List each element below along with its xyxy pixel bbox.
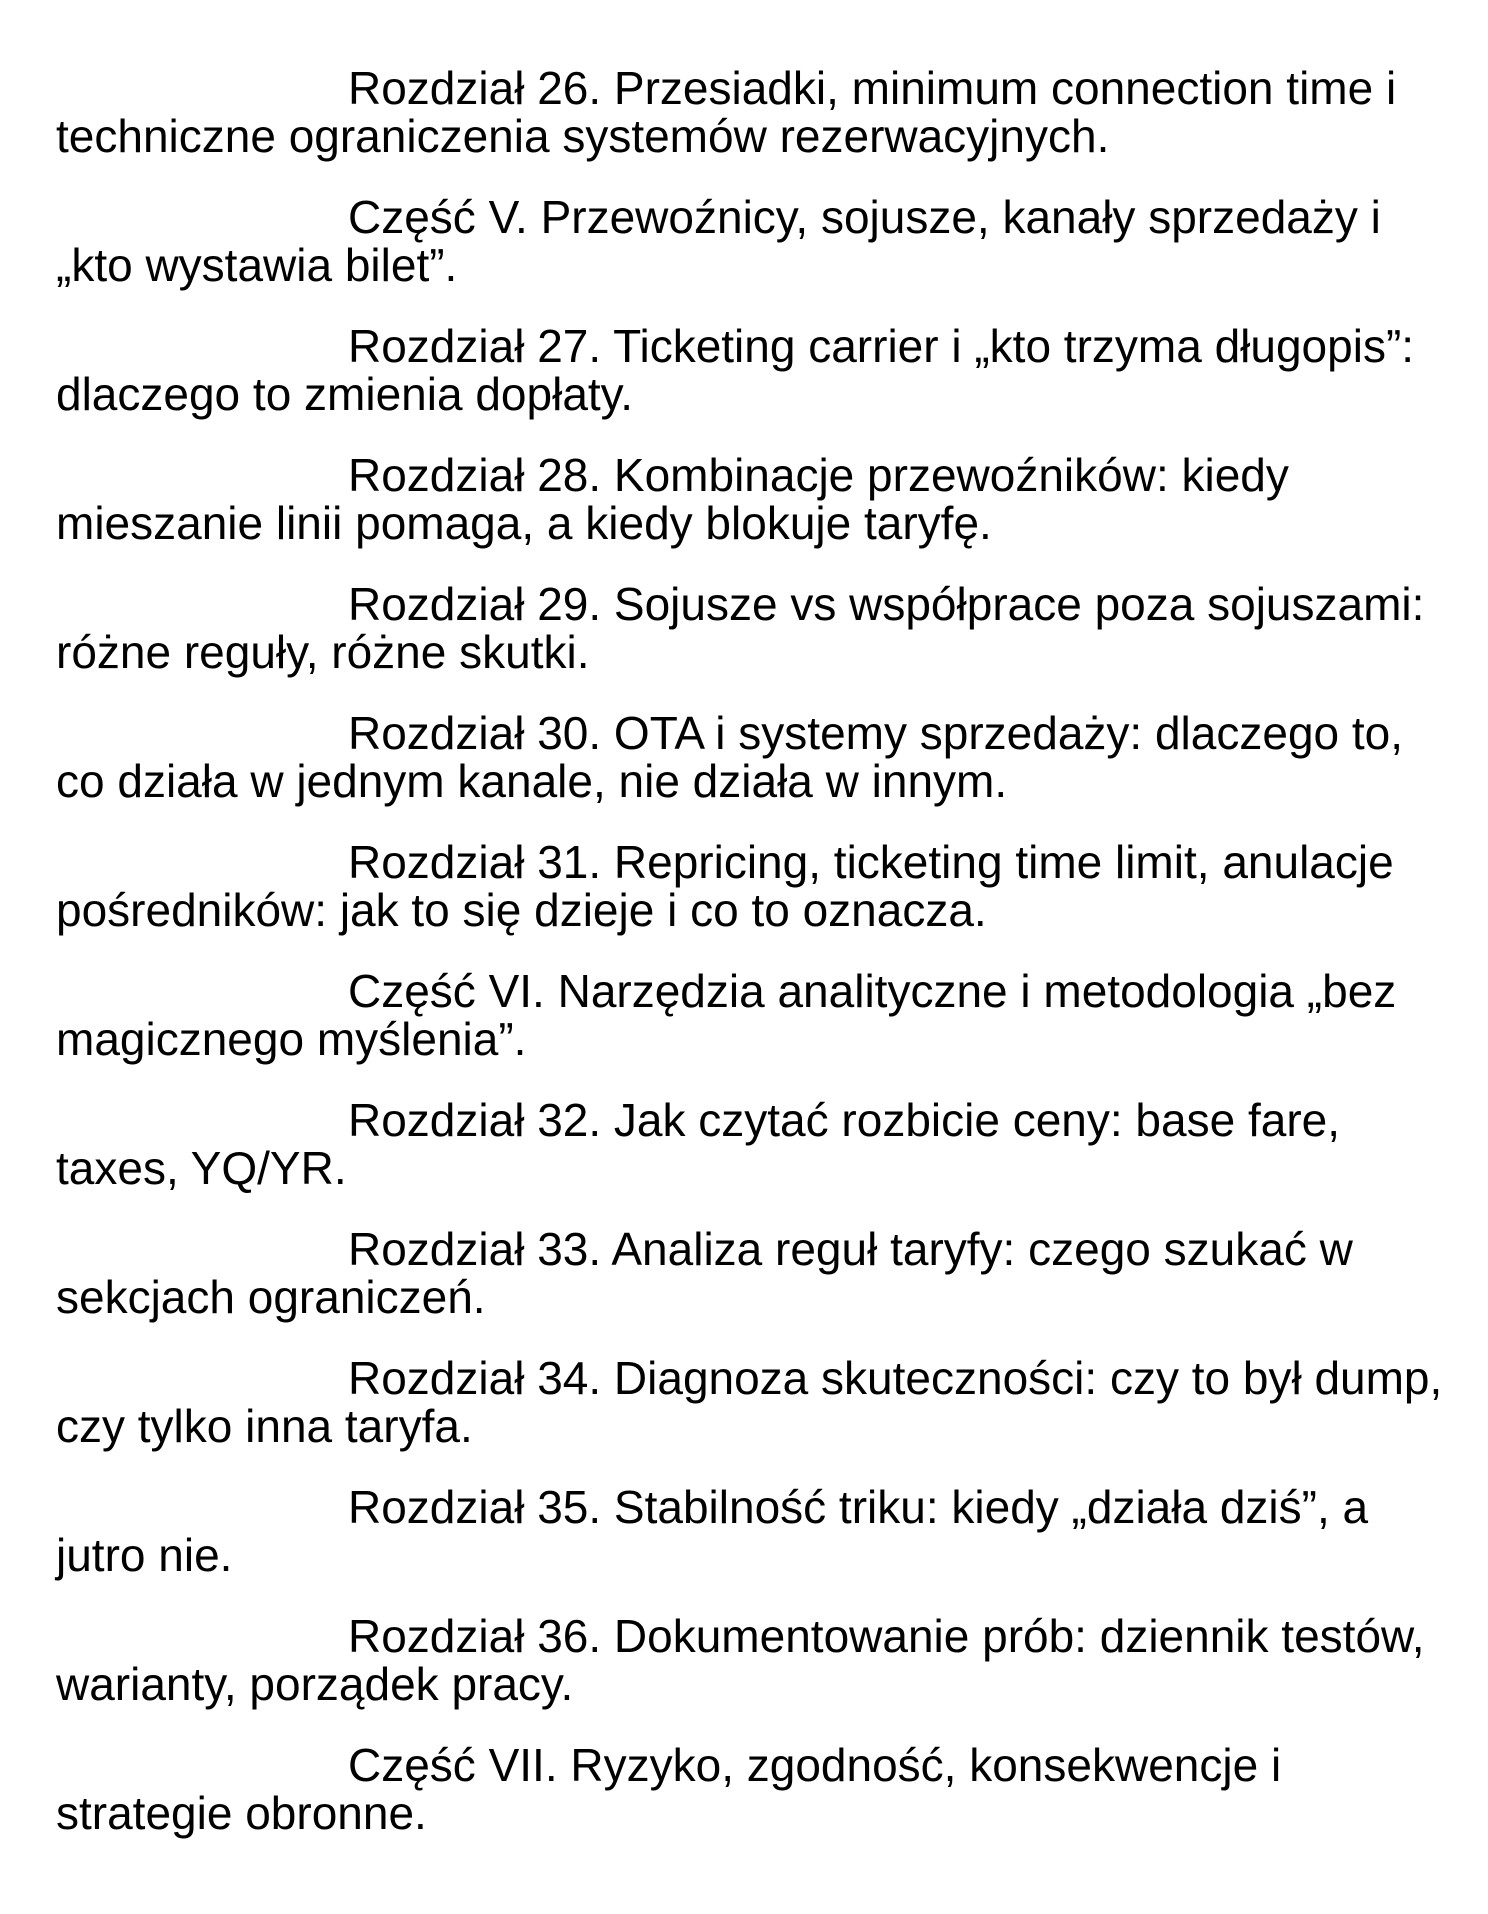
toc-entry: Część V. Przewoźnicy, sojusze, kanały sprzedaży i „kto wystawia bilet”.: [56, 191, 1381, 291]
toc-entry: Rozdział 30. OTA i systemy sprzedaży: dlaczego to, co działa w jednym kanale, nie działa w innym.: [56, 707, 1404, 807]
toc-entry: Rozdział 28. Kombinacje przewoźników: kiedy mieszanie linii pomaga, a kiedy blokuje taryfę.: [56, 449, 1289, 549]
toc-entry: Rozdział 26. Przesiadki, minimum connection time i techniczne ograniczenia systemów rezerwacyjnych.: [56, 62, 1397, 162]
toc-entry: Rozdział 29. Sojusze vs współprace poza sojuszami: różne reguły, różne skutki.: [56, 578, 1425, 678]
toc-entry: Rozdział 27. Ticketing carrier i „kto trzyma długopis”: dlaczego to zmienia dopłaty.: [56, 320, 1415, 420]
toc-entry: Rozdział 32. Jak czytać rozbicie ceny: base fare, taxes, YQ/YR.: [56, 1094, 1341, 1194]
toc-entry: Rozdział 33. Analiza reguł taryfy: czego szukać w sekcjach ograniczeń.: [56, 1223, 1353, 1323]
toc-entry: Część VI. Narzędzia analityczne i metodologia „bez magicznego myślenia”.: [56, 965, 1397, 1065]
toc-entry: Rozdział 35. Stabilność triku: kiedy „działa dziś”, a jutro nie.: [56, 1481, 1369, 1581]
toc-entry: Część VII. Ryzyko, zgodność, konsekwencje i strategie obronne.: [56, 1739, 1282, 1839]
table-of-contents: [56, 64, 1448, 1837]
toc-entry: Rozdział 36. Dokumentowanie prób: dziennik testów, warianty, porządek pracy.: [56, 1610, 1425, 1710]
toc-entry: Rozdział 31. Repricing, ticketing time limit, anulacje pośredników: jak to się dzieje i co to oznacza.: [56, 836, 1394, 936]
toc-entry: Rozdział 34. Diagnoza skuteczności: czy to był dump, czy tylko inna taryfa.: [56, 1352, 1443, 1452]
